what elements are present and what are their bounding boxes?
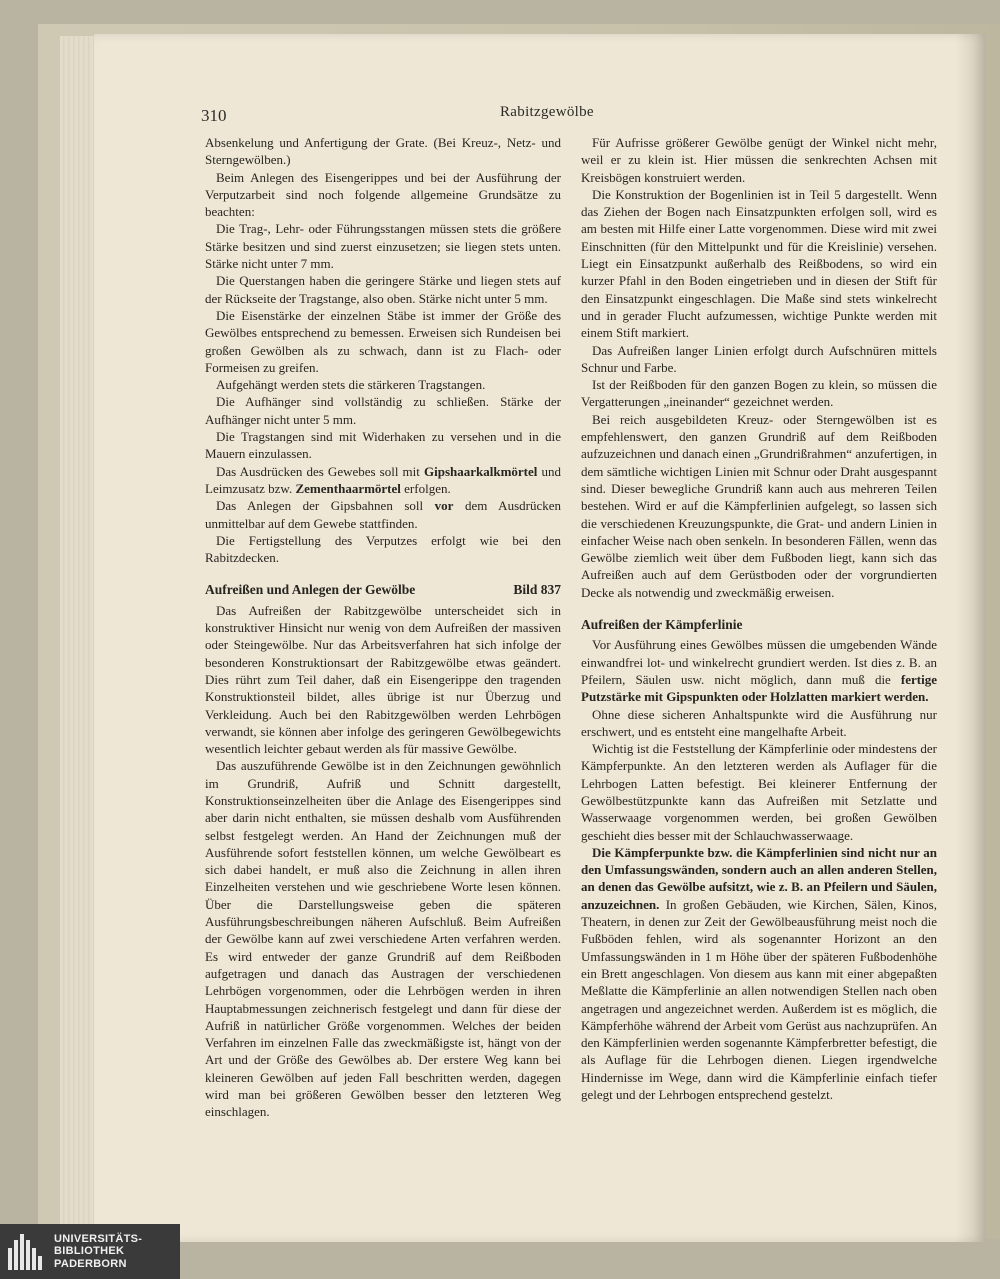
paragraph (581, 636, 937, 705)
text-run: In großen Gebäuden, wie Kirchen, Sälen, Kinos, Theatern, in denen zur Zeit der Gewölbeausführung meist noch die Fußböden fehlen, wird als sogenannter Horizont an den Umfassungswänden in 1 m Höhe über der späteren Fußbodenhöhe ein Brett angeschlagen. Von diesem aus kann mit einer abgepaßten Meßlatte die Kämpferlinie an allen notwendigen Stellen nach oben angetragen und angezeichnet werden. Außerdem ist es möglich, die Kämpferhöhe während der Arbeit vom Gerüst aus nachzuprüfen. An den Kämpferlinien werden sogenannte Kämpferbretter befestigt, die als Auflage für die Lehrbogen dienen. Liegen irgendwelche Hindernisse im Wege, dann wird die Kämpferlinie einfach tiefer gelegt und der Lehrbogen entsprechend gestelzt. (581, 896, 937, 1103)
library-logo-text (54, 1233, 142, 1271)
library-logo (0, 1224, 180, 1279)
text-run: Das Anlegen der Gipsbahnen soll (216, 498, 435, 514)
bold-term: fertige Putzstärke mit Gipspunkten oder Holzlatten markiert werden. (581, 671, 937, 705)
paragraph: Das Aufreißen langer Linien erfolgt durch Aufschnüren mittels Schnur und Farbe. (581, 342, 937, 375)
page-gutter-shadow (956, 34, 986, 1242)
rule-item (205, 463, 561, 498)
paragraph: Ohne diese sicheren Anhaltspunkte wird die Ausführung nur erschwert, und es entsteht eine mangelhafte Arbeit. (581, 706, 937, 739)
left-column (205, 134, 561, 1121)
rule-item: Die Tragstangen sind mit Widerhaken zu versehen und in die Mauern einzulassen. (205, 429, 561, 462)
paragraph: Die Konstruktion der Bogenlinien ist in Teil 5 dargestellt. Wenn das Ziehen der Bogen nach Einsatzpunkten erfolgen soll, wird es am besten mit Hilfe einer Latte vorgenommen. Diese wird mit zwei Einschnitten (für den Mittelpunkt und für die Kreislinie) versehen. Liegt ein Einsatzpunkt außerhalb des Reißbodens, so wird ein kurzer Pfahl in den Boden eingetrieben und in diesen der Stift für den Einsatzpunkt eingeschlagen. Die Maße sind stets winkelrecht und in gerader Flucht aufzumessen, wichtige Punkte werden mit einem Stift markiert. (581, 186, 937, 341)
text-run: erfolgen. (400, 480, 451, 496)
section-heading: Aufreißen der Kämpferlinie (581, 617, 743, 633)
page-number: 310 (201, 106, 227, 125)
paragraph: Absenkelung und Anfertigung der Grate. (Bei Kreuz-, Netz- und Sterngewölben.) (205, 135, 561, 168)
paragraph: Für Aufrisse größerer Gewölbe genügt der Winkel nicht mehr, weil er zu klein ist. Hier müssen die senkrechten Achsen mit Kreisbögen konstruiert werden. (581, 135, 937, 185)
paragraph (581, 844, 937, 1103)
text-run: dem Ausdrücken unmittelbar auf dem Gewebe stattfinden. (205, 498, 561, 531)
bold-term: Die Kämpferpunkte bzw. die Kämpferlinien sind nicht nur an den Umfassungswänden, sondern auch an allen anderen Stellen, an denen das Gewölbe aufsitzt, wie z. B. an Pfeilern und Säulen, anzuzeichnen. (581, 844, 937, 912)
rule-item: Aufgehängt werden stets die stärkeren Tragstangen. (216, 377, 486, 393)
rule-item (205, 497, 561, 532)
text-run: Vor Ausführung eines Gewölbes müssen die umgebenden Wände einwandfrei lot- und winkelrecht grundiert werden. Ist dies z. B. an Pfeilern, Säulen usw. nicht möglich, dann muß die (581, 637, 937, 687)
heading-text: Aufreißen und Anlegen der Gewölbe (205, 582, 416, 598)
paragraph: Beim Anlegen des Eisengerippes und bei der Ausführung der Verputzarbeit sind noch folgende allgemeine Grundsätze zu beachten: (205, 169, 561, 220)
rule-item: Die Fertigstellung des Verputzes erfolgt wie bei den Rabitzdecken. (205, 532, 561, 566)
rule-item: Die Querstangen haben die geringere Stärke und liegen stets auf der Rückseite der Tragstange, also oben. Stärke nicht unter 5 mm. (205, 273, 561, 306)
logo-line: UNIVERSITÄTS- (54, 1232, 143, 1245)
bold-term: vor (434, 498, 454, 514)
paragraph: Das auszuführende Gewölbe ist in den Zeichnungen gewöhnlich im Grundriß, Aufriß und Schnitt dargestellt, Konstruktionseinzelheiten über die Anlage des Eisengerippes sind aber darin nicht enthalten, sie müssen deshalb vom Ausführenden selbst festgelegt werden. An Hand der Zeichnungen muß der Ausführende sofort feststellen können, um welche Gewölbeart es sich dabei handelt, er muß also die Zeichnung in allen ihren Einzelheiten verstehen und wie geschriebene Worte lesen können. Über die Darstellungsweise geben die späteren Ausführungsbeschreibungen näheren Aufschluß. Beim Aufreißen der Gewölbe kann auf zwei verschiedene Arten verfahren werden. Es wird entweder der ganze Grundriß auf dem Reißboden aufgetragen und danach das Austragen der verschiedenen Lehrbögen vorgenommen, oder die Lehrbögen werden in ihren Hauptabmessungen zeichnerisch festgelegt und dann für diese der Aufriß in natürlicher Größe vorgenommen. Welches der beiden Verfahren im einzelnen Falle das zweckmäßigste ist, hängt von der Art und der Größe des Gewölbes ab. Der erstere Weg kann bei kleineren Gewölben auf jeden Fall beschritten werden, dagegen wird man bei größeren Gewölben besser den letzteren Weg einschlagen. (205, 758, 561, 1120)
running-title: Rabitzgewölbe (500, 104, 594, 120)
bold-term: Zementhaarmörtel (295, 480, 401, 496)
logo-line: BIBLIOTHEK (54, 1245, 125, 1258)
right-column (581, 134, 937, 1103)
logo-line: PADERBORN (54, 1257, 127, 1270)
text-run: Das Ausdrücken des Gewebes soll mit (216, 463, 424, 479)
rule-item: Die Trag-, Lehr- oder Führungsstangen müssen stets die größere Stärke besitzen und sind zuerst einzusetzen; sie liegen stets unten. Stärke nicht unter 7 mm. (205, 221, 561, 272)
section-heading (205, 581, 561, 598)
rule-item: Die Eisenstärke der einzelnen Stäbe ist immer der Größe des Gewölbes entsprechend zu bemessen. Erweisen sich Rundeisen bei großen Gewölben als zu schwach, dann ist zu Flach- oder Formeisen zu greifen. (205, 307, 561, 375)
paragraph: Das Aufreißen der Rabitzgewölbe unterscheidet sich in konstruktiver Hinsicht nur wenig von dem Aufreißen der massiven oder Steingewölbe. Nur das Arbeitsverfahren hat sich infolge der besonderen Konstruktionsart der Rabitzgewölbe etwas geändert. Dies rührt zum Teil daher, daß ein Eisengerippe den tragenden Konstruktionsteil bildet, alles übrige ist nur Überzug und Verkleidung. Auch bei den Rabitzgewölben werden Lehrbögen verwandt, sie können aber infolge des geringeren Gewölbegewichts wesentlich leichter gebaut werden als für massive Gewölbe. (205, 602, 561, 757)
library-logo-icon (6, 1232, 46, 1272)
bold-term: Gipshaarkalkmörtel (424, 463, 538, 479)
figure-reference: Bild 837 (513, 582, 561, 598)
paragraph: Ist der Reißboden für den ganzen Bogen zu klein, so müssen die Vergatterungen „ineinander“ gezeichnet werden. (581, 377, 937, 410)
rule-item: Die Aufhänger sind vollständig zu schließen. Stärke der Aufhänger nicht unter 5 mm. (205, 394, 561, 427)
paragraph: Bei reich ausgebildeten Kreuz- oder Sterngewölben ist es empfehlenswert, den ganzen Grundriß auf dem Reißboden aufzuzeichnen und danach einen „Grundrißrahmen“ anzufertigen, in dem sämtliche wichtigen Linien mit Schnur oder Draht ausgespannt sind. Dieser bewegliche Grundriß kann auch aus mehreren Teilen bestehen. Wird er auf die Kämpferlinien aufgelegt, so lassen sich die verschiedenen Kreuzungspunkte, die Grat- und andern Linien in einfacher Weise nach oben senkeln. In besonderen Fällen, wenn das Gewölbe ziemlich weit über dem Fußboden liegt, kann sich das Aufreißen auch auf dem Gerüstboden oder der vorgrundierten Decke als notwendig und zweckmäßig erweisen. (581, 411, 937, 600)
text-run: und Leimzusatz bzw. (205, 463, 562, 496)
paragraph: Wichtig ist die Feststellung der Kämpferlinie oder mindestens der Kämpferpunkte. An den letzteren werden als Auflager für die Lehrbogen Latten befestigt. Bei kleinerer Entfernung der Gewölbestützpunkte kann das Aufreißen mit Setzlatte und Wasserwaage vorgenommen werden, bei großen Gewölben geschieht dies besser mit der Schlauchwasserwaage. (581, 741, 937, 843)
